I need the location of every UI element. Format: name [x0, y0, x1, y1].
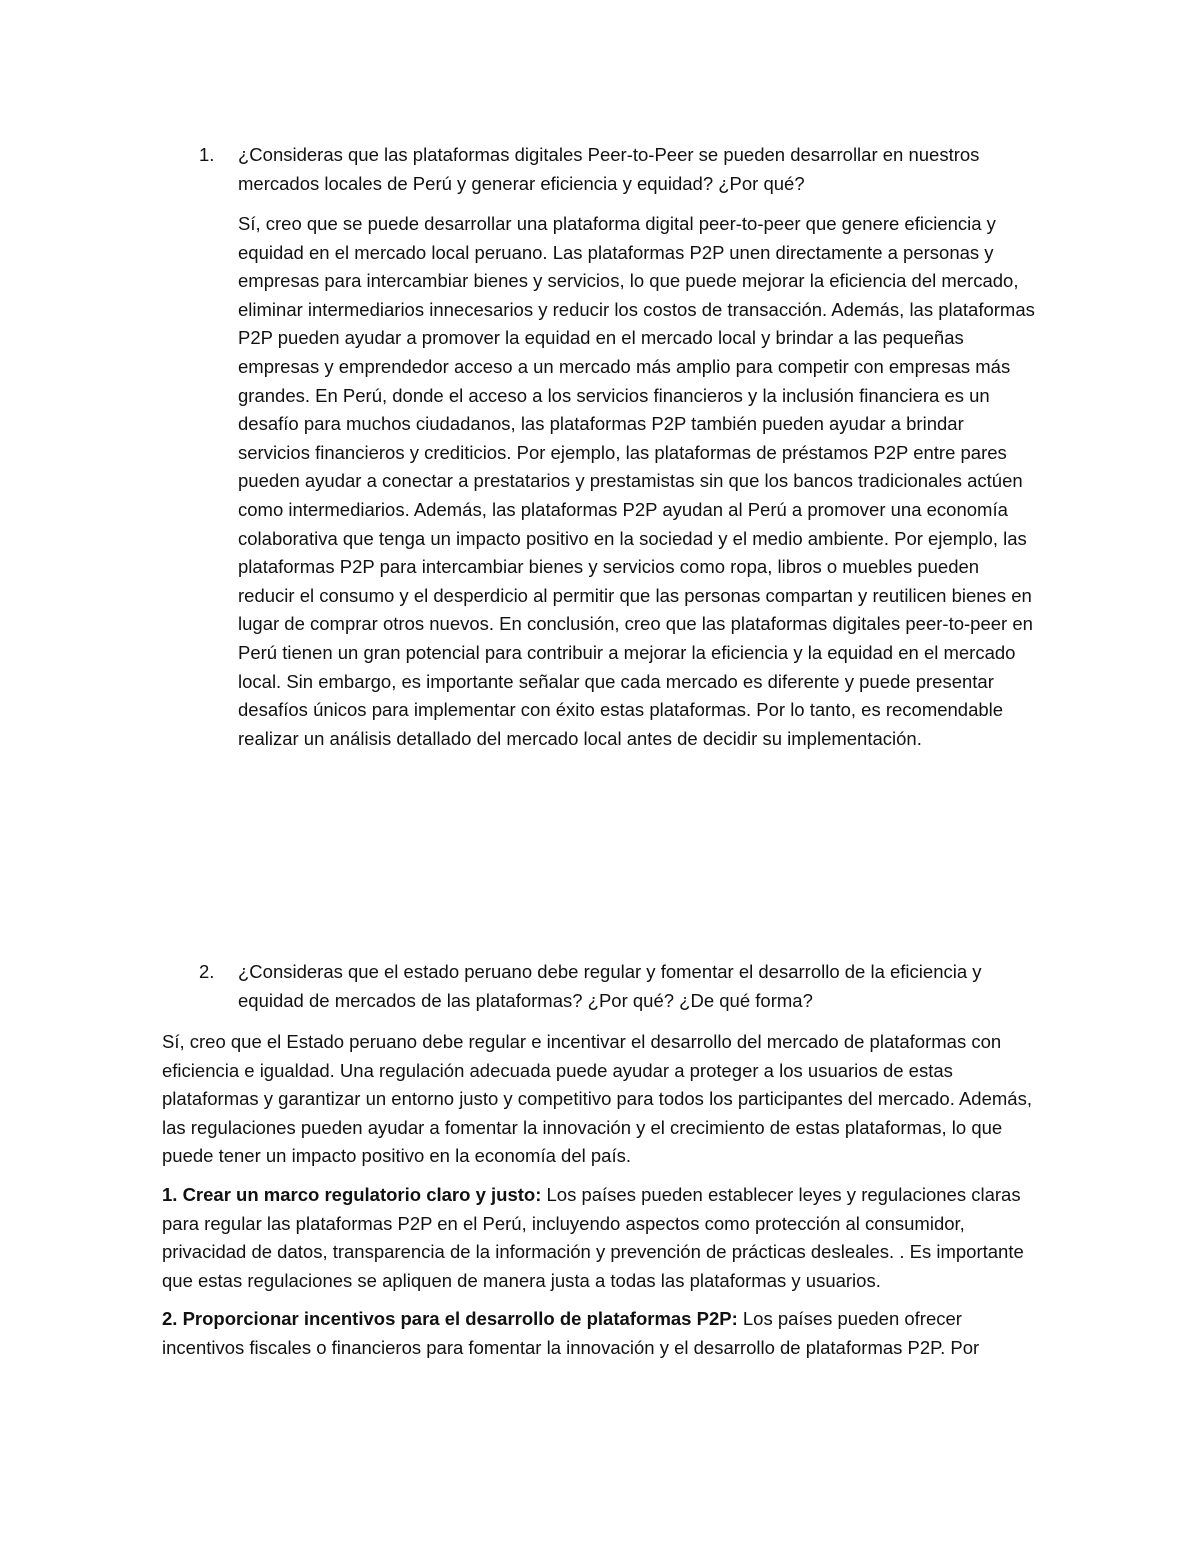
answer-2-point-1: [162, 1181, 1047, 1295]
answer-2-point-2: [162, 1305, 1047, 1362]
answer-2-point-2-heading: 2. Proporcionar incentivos para el desarrollo de plataformas P2P:: [162, 1308, 738, 1330]
answer-2-point-1-text: Los países pueden establecer leyes y regulaciones claras para regular las plataformas P2P en el Perú, incluyendo aspectos como protección al consumidor, privacidad de datos, transparencia de la información y prevención de prácticas desleales. . Es importante que estas regulaciones se apliquen de manera justa a todas las plataformas y usuarios.: [162, 1183, 1024, 1291]
question-1-number: 1.: [199, 144, 215, 165]
answer-2: [162, 1028, 1047, 1373]
answer-2-point-2-text: Los países pueden ofrecer incentivos fiscales o financieros para fomentar la innovación y el desarrollo de plataformas P2P. Por: [162, 1308, 980, 1358]
answer-2-intro: Sí, creo que el Estado peruano debe regular e incentivar el desarrollo del mercado de plataformas con eficiencia e igualdad. Una regulación adecuada puede ayudar a proteger a los usuarios de estas plataformas y garantizar un entorno justo y competitivo para todos los participantes del mercado. Además, las regulaciones pueden ayudar a fomentar la innovación y el crecimiento de estas plataformas, lo que puede tener un impacto positivo en la economía del país.: [162, 1031, 1032, 1167]
question-2-text: ¿Consideras que el estado peruano debe regular y fomentar el desarrollo de la eficiencia y equidad de mercados de las plataformas? ¿Por qué? ¿De qué forma?: [238, 961, 982, 1011]
answer-1-paragraph: Sí, creo que se puede desarrollar una plataforma digital peer-to-peer que genere eficiencia y equidad en el mercado local peruano. Las plataformas P2P unen directamente a personas y empresas para intercambiar bienes y servicios, lo que puede mejorar la eficiencia del mercado, eliminar intermediarios innecesarios y reducir los costos de transacción. Además, las plataformas P2P pueden ayudar a promover la equidad en el mercado local y brindar a las pequeñas empresas y emprendedor acceso a un mercado más amplio para competir con empresas más grandes. En Perú, donde el acceso a los servicios financieros y la inclusión financiera es un desafío para muchos ciudadanos, las plataformas P2P también pueden ayudar a brindar servicios financieros y crediticios. Por ejemplo, las plataformas de préstamos P2P entre pares pueden ayudar a conectar a prestatarios y prestamistas sin que los bancos tradicionales actúen como intermediarios. Además, las plataformas P2P ayudan al Perú a promover una economía colaborativa que tenga un impacto positivo en la sociedad y el medio ambiente. Por ejemplo, las plataformas P2P para intercambiar bienes y servicios como ropa, libros o muebles pueden reducir el consumo y el desperdicio al permitir que las personas compartan y reutilicen bienes en lugar de comprar otros nuevos. En conclusión, creo que las plataformas digitales peer-to-peer en Perú tienen un gran potencial para contribuir a mejorar la eficiencia y la equidad en el mercado local. Sin embargo, es importante señalar que cada mercado es diferente y puede presentar desafíos únicos para implementar con éxito estas plataformas. Por lo tanto, es recomendable realizar un análisis detallado del mercado local antes de decidir su implementación.: [238, 213, 1035, 749]
answer-2-point-1-heading: 1. Crear un marco regulatorio claro y justo:: [162, 1183, 542, 1205]
question-2: [199, 958, 1039, 1015]
question-1: [199, 141, 1039, 198]
question-2-number: 2.: [199, 961, 215, 982]
question-1-text: ¿Consideras que las plataformas digitales Peer-to-Peer se pueden desarrollar en nuestros mercados locales de Perú y generar eficiencia y equidad? ¿Por qué?: [238, 144, 980, 194]
